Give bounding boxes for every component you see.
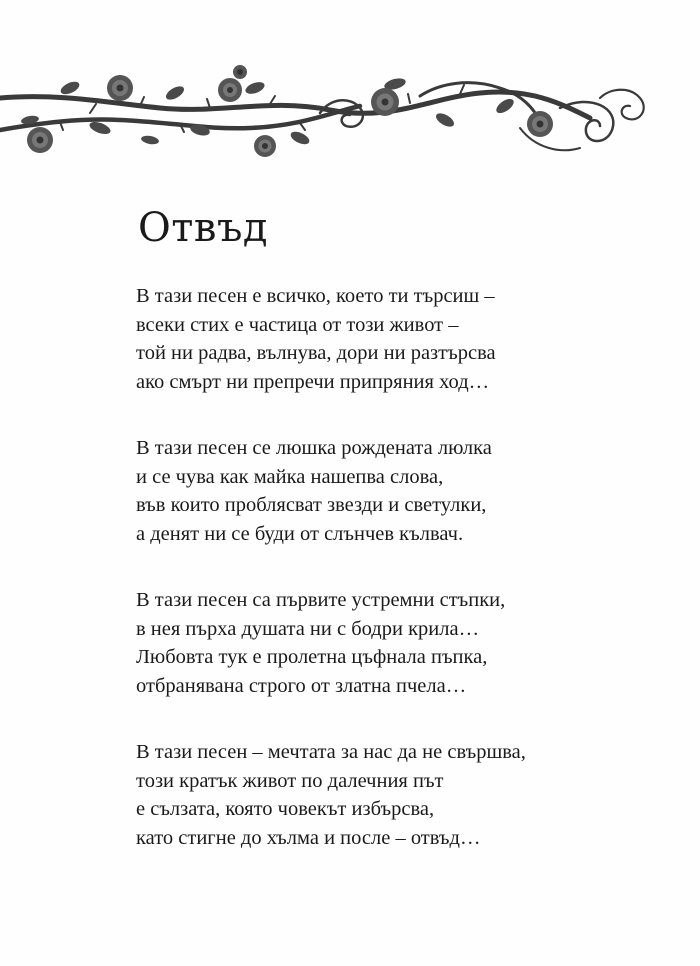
- poem-line: всеки стих е частица от този живот –: [136, 313, 459, 336]
- poem-line: този кратък живот по далечния път: [136, 769, 444, 792]
- poem-line: отбранявана строго от златна пчела…: [136, 674, 467, 697]
- poem-line: В тази песен се люшка рождената люлка: [136, 437, 492, 459]
- poem-line: ако смърт ни препречи припряния ход…: [136, 370, 490, 393]
- stanza: [136, 434, 656, 548]
- poem-line: а денят ни се буди от слънчев кълвач.: [136, 522, 464, 545]
- rose-vine-ornament-icon: [0, 58, 700, 178]
- poem-line: като стигне до хълма и после – отвъд…: [136, 826, 481, 849]
- poem-line: в нея пърха душата ни с бодри крила…: [136, 617, 480, 640]
- poem-line: той ни радва, вълнува, дори ни разтърсва: [136, 342, 496, 364]
- poem-line: във които проблясват звезди и светулки,: [136, 494, 487, 516]
- poem-title: Отвъд: [138, 205, 269, 251]
- poem-line: В тази песен – мечтата за нас да не свършва,: [136, 741, 526, 763]
- poem-line: В тази песен е всичко, което ти търсиш –: [136, 285, 495, 307]
- poem-line: В тази песен са първите устремни стъпки,: [136, 589, 506, 611]
- poem-line: и се чува как майка нашепва слова,: [136, 465, 444, 488]
- stanza: [136, 586, 656, 700]
- poem-line: е сълзата, която човекът избърсва,: [136, 798, 435, 820]
- stanza: [136, 282, 656, 396]
- poem-line: Любовта тук е пролетна цъфнала пъпка,: [136, 646, 488, 668]
- poem-body: [136, 282, 656, 890]
- stanza: [136, 738, 656, 852]
